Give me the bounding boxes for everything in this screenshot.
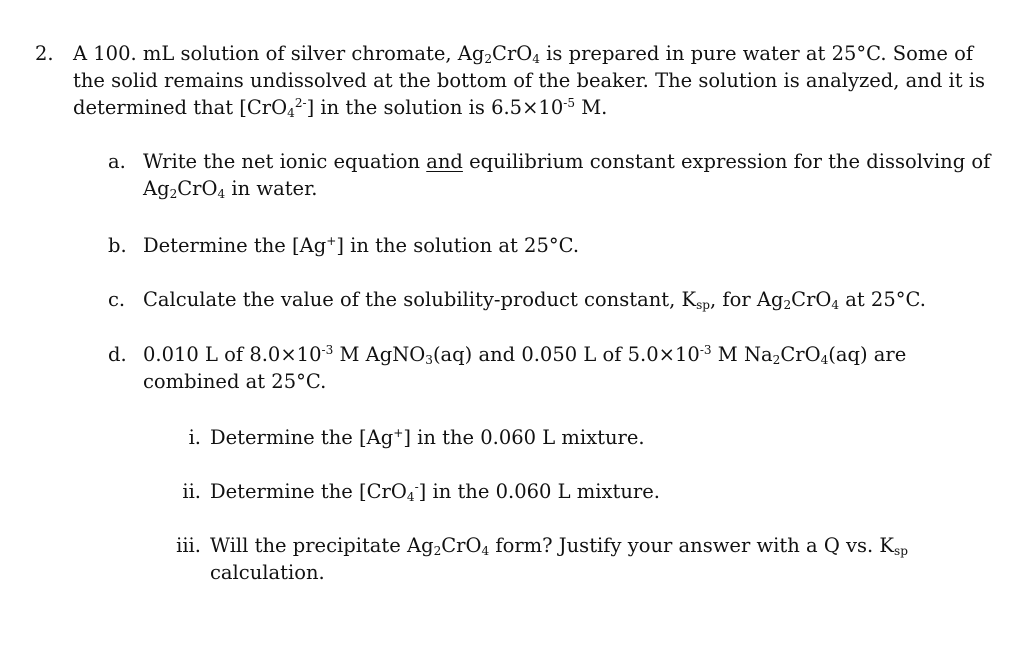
part-a bbox=[108, 148, 998, 202]
part-d bbox=[108, 341, 998, 395]
part-d-ii-marker: ii. bbox=[182, 480, 201, 503]
part-a-marker: a. bbox=[108, 150, 126, 173]
part-a-text: Write the net ionic equation and equilibrium constant expression for the dissolving of $Ag_2CrO_4$ in water. bbox=[143, 150, 991, 202]
part-c-marker: c. bbox=[108, 288, 126, 311]
part-d-marker: d. bbox=[108, 343, 127, 366]
part-d-text: 0.010 L of $8.0\times 10^{-3}$ M AgNO$_3$(aq) and 0.050 L of $5.0\times 10^{-3}$ M $Na_2CrO_4(aq)$ are combined at 25°C. bbox=[143, 343, 907, 393]
part-d-iii-text: Will the precipitate $Ag_2CrO_4$ form? Justify your answer with a Q vs. $K_{sp}$ calculation. bbox=[210, 534, 908, 584]
part-b bbox=[108, 232, 998, 259]
part-d-iii-marker: iii. bbox=[176, 534, 201, 557]
question-number: 2. bbox=[35, 42, 54, 65]
part-d-i-marker: i. bbox=[188, 426, 201, 449]
part-c-text: Calculate the value of the solubility-product constant, $K_{sp}$, for $Ag_2CrO_4$ at 25°C. bbox=[143, 288, 926, 313]
part-d-ii bbox=[170, 478, 990, 505]
part-d-ii-text: Determine the [CrO$_4$-] in the 0.060 L mixture. bbox=[210, 480, 660, 505]
part-d-i-text: Determine the [Ag+] in the 0.060 L mixture. bbox=[210, 426, 645, 449]
part-c bbox=[108, 286, 998, 313]
question-stem: A 100. mL solution of silver chromate, $Ag_2CrO_4$ is prepared in pure water at 25°C. Some of the solid remains undissolved at the bottom of the beaker. The solution is analyzed, and it is determined that [CrO$_4^{2-}$] in the solution is $6.5\times 10^{-5}$ M. bbox=[73, 42, 986, 121]
part-b-marker: b. bbox=[108, 234, 127, 257]
part-d-i bbox=[170, 424, 990, 451]
part-d-iii bbox=[170, 532, 990, 586]
part-b-text: Determine the [Ag+] in the solution at 25°C. bbox=[143, 234, 580, 257]
question-2 bbox=[35, 40, 995, 121]
